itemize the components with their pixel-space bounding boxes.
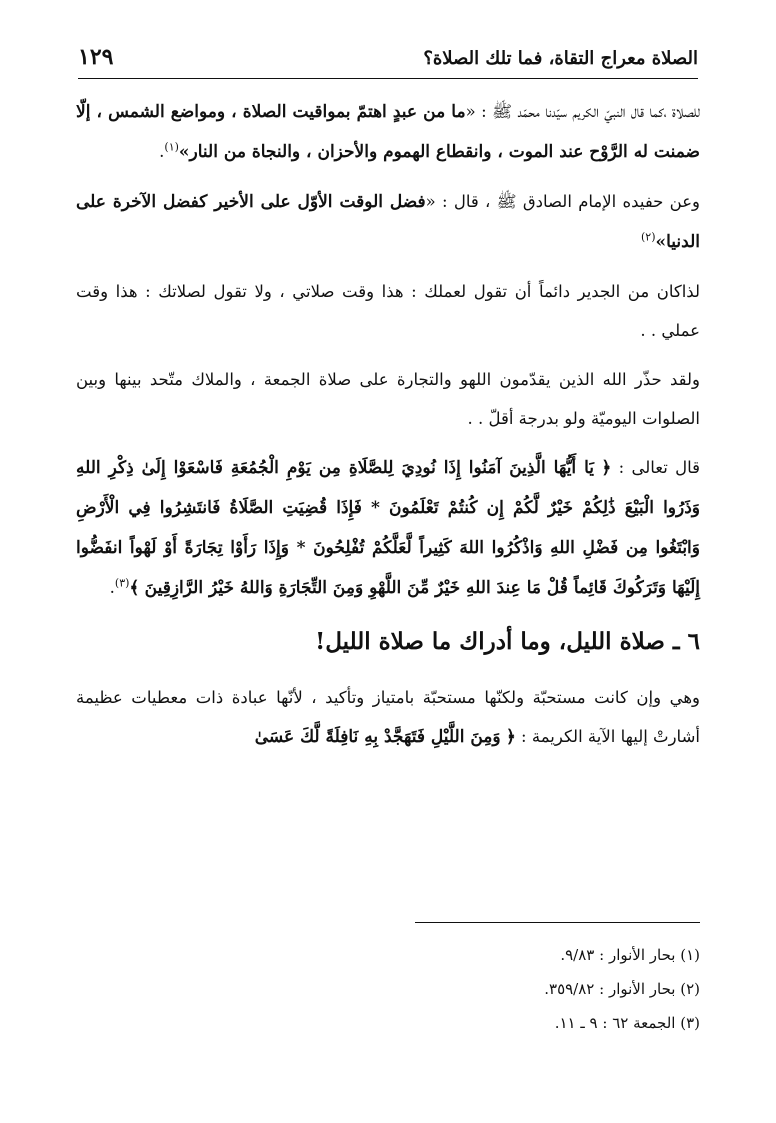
quote-close-mark: » bbox=[178, 142, 190, 162]
page-header bbox=[78, 40, 698, 79]
quran-verse: وَمِنَ اللَّيْلِ فَتَهَجَّدْ بِهِ نَافِلَةً لَّكَ عَسَىٰ bbox=[254, 727, 501, 747]
page-number: ١٢٩ bbox=[78, 44, 114, 70]
footnote-ref-3[interactable]: (٣) bbox=[114, 576, 130, 590]
paragraph-work-time: لذاكان من الجدير دائماً أن تقول لعملك : هذا وقت صلاتي ، ولا تقول لصلاتك : هذا وقت عملي . . bbox=[76, 282, 700, 340]
section-heading: ٦ ـ صلاة الليل، وما أدراك ما صلاة الليل! bbox=[315, 628, 700, 655]
verse-open-bracket: ﴿ bbox=[601, 458, 612, 478]
paragraph-text: وهي وإن كانت مستحبّة ولكنّها مستحبّة بامتياز وتأكيد ، لأنّها عبادة ذات معطيات عظيمة أشارتْ إليها الآية الكريمة : bbox=[76, 688, 700, 746]
footnote-divider bbox=[415, 922, 700, 923]
running-title: الصلاة معراج التقاة، فما تلك الصلاة؟ bbox=[423, 48, 698, 69]
verse-close-bracket: ﴾ bbox=[129, 578, 140, 598]
paragraph-intro: قال تعالى : bbox=[611, 458, 700, 477]
paragraph-hadith-sadiq bbox=[76, 182, 700, 262]
hadith-quote: ما من عبدٍ اهتمّ بمواقيت الصلاة ، ومواضع الشمس ، إلّا ضمنت له الرَّوْح عند الموت ، وانقطاع الهموم والأحزان ، والنجاة من النار bbox=[76, 102, 700, 162]
paragraph-intro: للصلاة ،كما قال النبيّ الكريم سيّدنا محمّد ﷺ : « bbox=[465, 102, 700, 121]
paragraph-quran-verse bbox=[76, 448, 700, 608]
footnote-ref-1[interactable]: (١) bbox=[164, 140, 179, 154]
footnotes bbox=[300, 938, 700, 1040]
sentence-end: . bbox=[159, 142, 165, 161]
quran-verse: يَا أَيُّهَا الَّذِينَ آمَنُوا إِذَا نُودِيَ لِلصَّلَاةِ مِن يَوْمِ الْجُمُعَةِ فَاسْعَوْا إِلَىٰ ذِكْرِ اللهِ وَذَرُوا الْبَيْعَ ذَٰلِكُمْ خَيْرٌ لَّكُمْ إِن كُنتُمْ تَعْلَمُونَ * فَإِذَا قُضِيَتِ الصَّلَاةُ فَانتَشِرُوا فِي الْأَرْضِ وَابْتَغُوا مِن فَضْلِ اللهِ وَاذْكُرُوا اللهَ كَثِيراً لَّعَلَّكُمْ تُفْلِحُونَ * وَإِذَا رَأَوْا تِجَارَةً أَوْ لَهْواً انفَضُّوا إِلَيْهَا وَتَرَكُوكَ قَائِماً قُلْ مَا عِندَ اللهِ خَيْرٌ مِّنَ اللَّهْوِ وَمِنَ التِّجَارَةِ وَاللهُ خَيْرُ الرَّازِقِينَ bbox=[76, 458, 700, 598]
sentence-end: . bbox=[109, 578, 115, 597]
hadith-quote: فضل الوقت الأوّل على الأخير كفضل الآخرة على الدنيا bbox=[76, 192, 700, 252]
quote-close-mark: » bbox=[655, 232, 667, 252]
footnote-ref-2[interactable]: (٢) bbox=[640, 230, 656, 244]
footnote-1: (١) بحار الأنوار : ٩/٨٣. bbox=[560, 946, 700, 964]
paragraph-night-prayer bbox=[76, 678, 700, 757]
paragraph-hadith-prophet bbox=[76, 92, 700, 172]
paragraph-friday-warning: ولقد حذّر الله الذين يقدّمون اللهو والتجارة على صلاة الجمعة ، والملاك متّحد بينها وبين الصلوات اليوميّة ولو بدرجة أقلّ . . bbox=[76, 370, 700, 428]
page-body bbox=[76, 92, 700, 767]
footnote-3: (٣) الجمعة ٦٢ : ٩ ـ ١١. bbox=[554, 1014, 700, 1032]
footnote-2: (٢) بحار الأنوار : ٣٥٩/٨٢. bbox=[544, 980, 700, 998]
paragraph-intro: وعن حفيده الإمام الصادق ﷺ ، قال : « bbox=[425, 192, 701, 211]
verse-open-bracket: ﴿ bbox=[505, 727, 516, 747]
